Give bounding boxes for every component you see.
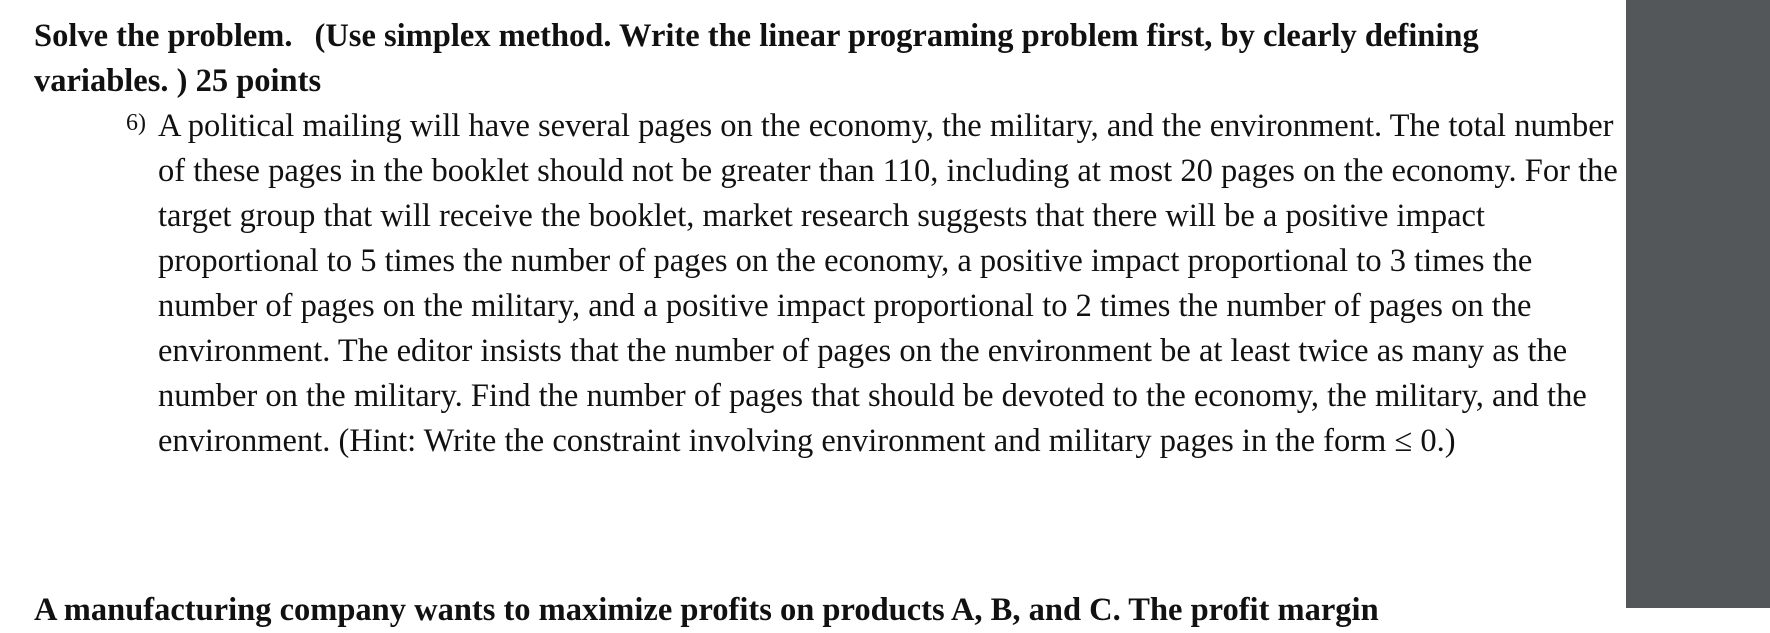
next-problem-text: A manufacturing company wants to maximize profits on products A, B, and C. The profit margin xyxy=(34,592,1379,628)
viewer-side-panel xyxy=(1626,0,1770,608)
problem-number: 6) xyxy=(126,110,146,136)
instructions-heading xyxy=(34,14,1554,104)
instructions-title: Solve the problem. xyxy=(34,18,293,54)
problem-text: A political mailing will have several pages on the economy, the military, and the environment. The total number of these pages in the booklet should not be greater than 110, including at most 20 pages on the economy. For the target group that will receive the booklet, market research suggests that there will be a positive impact proportional to 5 times the number of pages on the economy, a positive impact proportional to 3 times the number of pages on the military, and a positive impact proportional to 2 times the number of pages on the environment. The editor insists that the number of pages on the environment be at least twice as many as the number on the military. Find the number of pages that should be devoted to the economy, the military, and the environment. (Hint: Write the constraint involving environment and military pages in the form ≤ 0.) xyxy=(158,108,1618,459)
instructions-detail: (Use simplex method. Write the linear programing problem first, by clearly defining variables. ) 25 points xyxy=(34,18,1479,99)
